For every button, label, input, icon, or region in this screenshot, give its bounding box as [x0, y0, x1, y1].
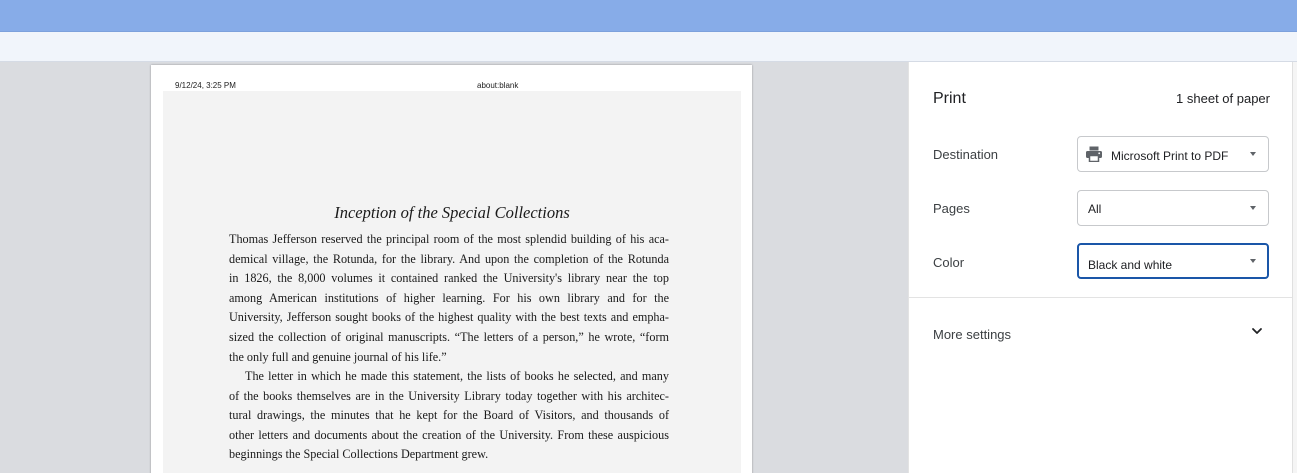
page-header-url: about:blank — [477, 81, 519, 90]
scrollbar[interactable] — [1292, 62, 1297, 473]
document-line: the only full and genuine journal of his life.” — [229, 349, 447, 364]
settings-divider — [909, 297, 1293, 298]
pages-select[interactable] — [1077, 190, 1269, 226]
color-select[interactable] — [1077, 243, 1269, 279]
preview-page — [151, 65, 752, 473]
document-line: demical village, the Rotunda, for the library. And upon the completion of the Rotunda — [229, 251, 669, 266]
print-preview-area — [0, 62, 908, 473]
document-line: beginnings the Special Collections Department grew. — [229, 447, 489, 462]
chevron-down-icon — [1250, 259, 1256, 263]
scanned-document-image — [163, 91, 741, 473]
chevron-down-icon — [1250, 206, 1256, 210]
more-settings-label: More settings — [933, 327, 1012, 342]
window-titlebar — [0, 0, 1297, 32]
chevron-down-icon — [1250, 152, 1256, 156]
browser-toolbar — [0, 32, 1297, 62]
chevron-down-icon — [1251, 326, 1263, 336]
document-line: among American institutions of higher learning. For his own library and for the — [229, 290, 669, 305]
more-settings-toggle[interactable] — [909, 314, 1293, 354]
sheet-count: 1 sheet of paper — [1176, 91, 1270, 106]
color-value: Black and white — [1088, 258, 1173, 272]
document-line: tural drawings, the minutes that he kept for the Board of Visitors, and thousands of — [229, 408, 669, 423]
color-label: Color — [933, 255, 965, 270]
printer-icon — [1085, 146, 1103, 162]
document-line: Thomas Jefferson reserved the principal room of the most splendid building of his aca- — [229, 232, 669, 246]
destination-value: Microsoft Print to PDF — [1111, 149, 1229, 163]
document-paragraph-1 — [229, 230, 669, 367]
pages-value: All — [1088, 202, 1102, 216]
print-settings-panel — [908, 62, 1292, 473]
pages-label: Pages — [933, 201, 970, 216]
document-line: of the books themselves are in the University Library today together with his architec- — [229, 388, 669, 403]
document-title: Inception of the Special Collections — [334, 203, 570, 222]
print-dialog-title: Print — [933, 90, 966, 107]
document-line: other letters and documents about the creation of the University. From these auspicious — [229, 427, 669, 442]
page-header-date: 9/12/24, 3:25 PM — [175, 81, 236, 90]
document-paragraph-2 — [229, 367, 669, 465]
document-line: University, Jefferson sought books of the highest quality with the best texts and empha- — [229, 310, 669, 325]
destination-select[interactable] — [1077, 136, 1269, 172]
document-line: The letter in which he made this statement, the lists of books he selected, and many — [245, 369, 669, 383]
document-line: sized the collection of original manuscripts. “The letters of a person,” he wrote, “form — [229, 329, 669, 344]
destination-label: Destination — [933, 147, 999, 162]
document-line: in 1826, the 8,000 volumes it contained ranked the University's library near the top — [229, 271, 669, 286]
